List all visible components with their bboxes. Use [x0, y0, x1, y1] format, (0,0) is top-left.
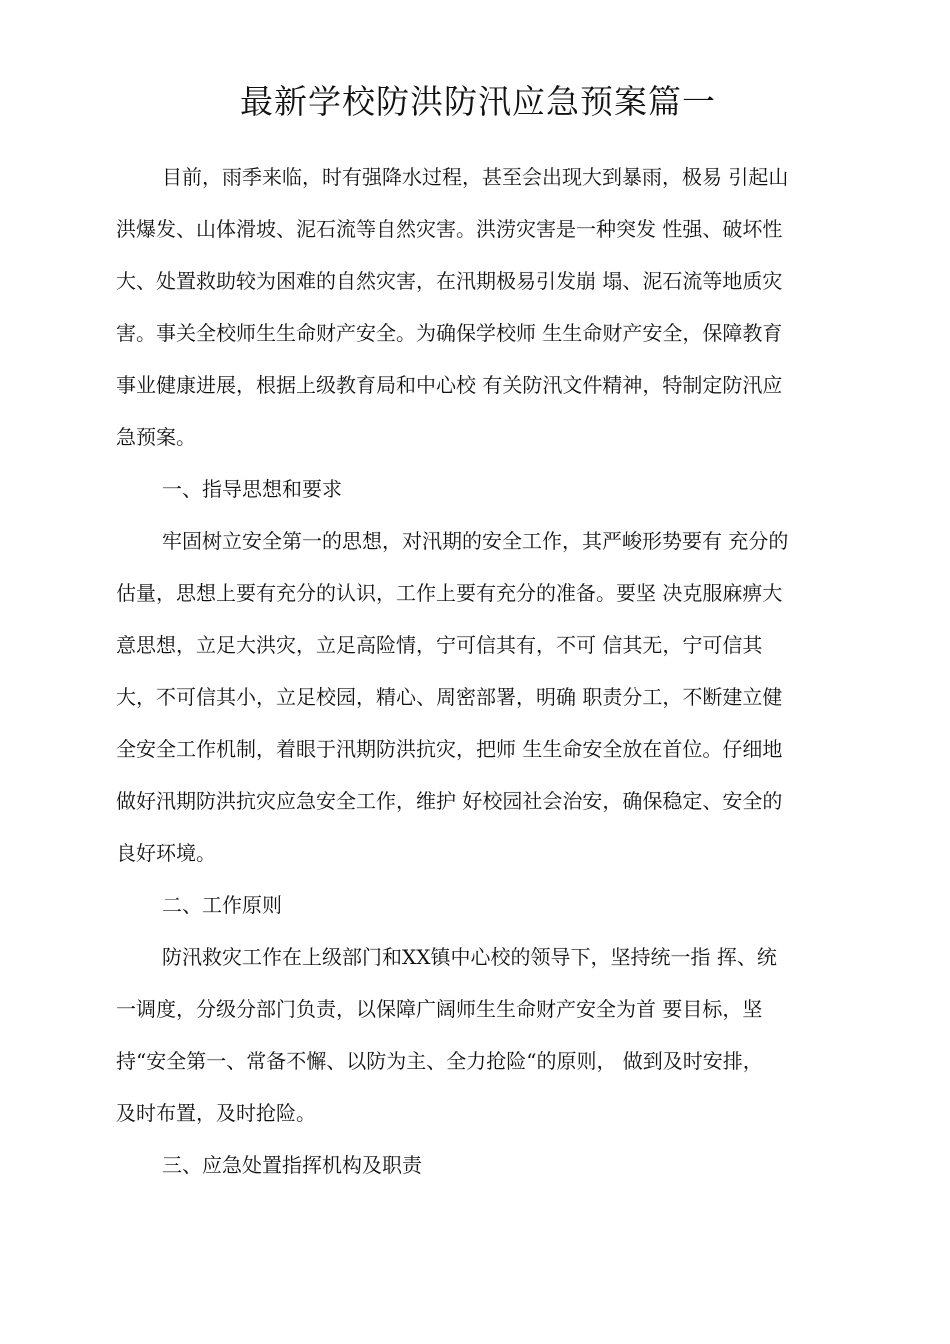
paragraph-line: 持“安全第一、常备不懈、以防为主、全力抢险“的原则， 做到及时安排，	[116, 1049, 763, 1073]
paragraph-line: 大，不可信其小，立足校园，精心、周密部署，明确 职责分工，不断建立健	[116, 685, 783, 709]
paragraph-line: 一调度，分级分部门负责，以保障广阔师生生命财产安全为首 要目标，坚	[116, 997, 763, 1021]
paragraph-line: 做好汛期防洪抗灾应急安全工作，维护 好校园社会治安，确保稳定、安全的	[116, 789, 783, 813]
paragraph-line: 良好环境。	[116, 841, 216, 865]
paragraph-guiding-ideology	[116, 528, 840, 866]
paragraph-line: 估量，思想上要有充分的认识，工作上要有充分的准备。要坚 决克服麻痹大	[116, 581, 783, 605]
paragraph-line: 害。事关全校师生生命财产安全。为确保学校师 生生命财产安全，保障教育	[116, 321, 783, 345]
paragraph-intro	[116, 164, 840, 450]
paragraph-line: 急预案。	[116, 425, 196, 449]
section-heading-guiding-ideology: 一、指导思想和要求	[162, 477, 342, 501]
section-heading-command-structure: 三、应急处置指挥机构及职责	[162, 1153, 422, 1177]
paragraph-line: 事业健康进展，根据上级教育局和中心校 有关防汛文件精神，特制定防汛应	[116, 373, 783, 397]
paragraph-line: 意思想，立足大洪灾，立足高险情，宁可信其有，不可 信其无，宁可信其	[116, 633, 763, 657]
paragraph-line: 大、处置救助较为困难的自然灾害，在汛期极易引发崩 塌、泥石流等地质灾	[116, 269, 783, 293]
paragraph-work-principles	[116, 944, 840, 1126]
section-heading-work-principles: 二、工作原则	[162, 893, 282, 917]
paragraph-line: 目前，雨季来临，时有强降水过程，甚至会出现大到暴雨，极易 引起山	[162, 165, 789, 189]
paragraph-line: 及时布置，及时抢险。	[116, 1101, 316, 1125]
paragraph-line: 防汛救灾工作在上级部门和XX镇中心校的领导下，坚持统一指 挥、统	[162, 945, 777, 969]
paragraph-line: 全安全工作机制，着眼于汛期防洪抗灾，把师 生生命安全放在首位。仔细地	[116, 737, 783, 761]
paragraph-line: 牢固树立安全第一的思想，对汛期的安全工作，其严峻形势要有 充分的	[162, 529, 789, 553]
paragraph-line: 洪爆发、山体滑坡、泥石流等自然灾害。洪涝灾害是一种突发 性强、破坏性	[116, 217, 783, 241]
document-title: 最新学校防洪防汛应急预案篇一	[240, 82, 716, 121]
